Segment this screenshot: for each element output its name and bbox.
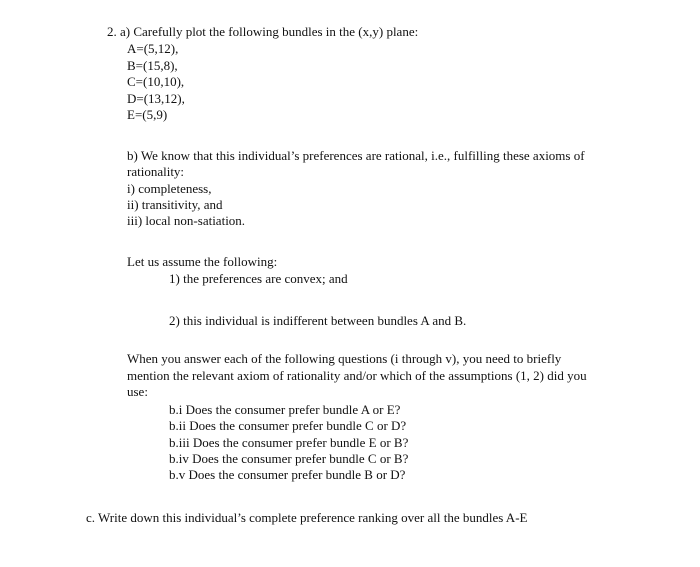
- axiom-completeness: i) completeness,: [127, 181, 212, 196]
- question-2b-intro-line2: rationality:: [127, 164, 185, 179]
- assumption-1: 1) the preferences are convex; and: [169, 271, 348, 286]
- bundle-a: A=(5,12),: [127, 41, 179, 56]
- subquestion-b-v: b.v Does the consumer prefer bundle B or D?: [169, 467, 406, 482]
- assumption-2: 2) this individual is indifferent between bundles A and B.: [169, 313, 467, 328]
- assumptions-heading: Let us assume the following:: [127, 254, 278, 269]
- instructions-line1: When you answer each of the following questions (i through v), you need to briefly: [127, 351, 562, 366]
- bundle-b: B=(15,8),: [127, 58, 178, 73]
- axiom-transitivity: ii) transitivity, and: [127, 197, 223, 212]
- instructions-line3: use:: [127, 384, 148, 399]
- subquestion-b-ii: b.ii Does the consumer prefer bundle C or D?: [169, 418, 407, 433]
- bundle-c: C=(10,10),: [127, 74, 185, 89]
- subquestion-b-iv: b.iv Does the consumer prefer bundle C or B?: [169, 451, 409, 466]
- question-2a-heading: 2. a) Carefully plot the following bundles in the (x,y) plane:: [107, 24, 419, 39]
- axiom-local-non-satiation: iii) local non-satiation.: [127, 213, 246, 228]
- instructions-line2: mention the relevant axiom of rationality and/or which of the assumptions (1, 2) did you: [127, 368, 587, 383]
- question-2c-text: c. Write down this individual’s complete preference ranking over all the bundles A-E: [86, 510, 528, 525]
- question-2b-intro-line1: b) We know that this individual’s preferences are rational, i.e., fulfilling these axioms of: [127, 148, 585, 163]
- subquestion-b-iii: b.iii Does the consumer prefer bundle E or B?: [169, 435, 409, 450]
- subquestion-b-i: b.i Does the consumer prefer bundle A or E?: [169, 402, 401, 417]
- bundle-d: D=(13,12),: [127, 91, 185, 106]
- bundle-e: E=(5,9): [127, 107, 168, 122]
